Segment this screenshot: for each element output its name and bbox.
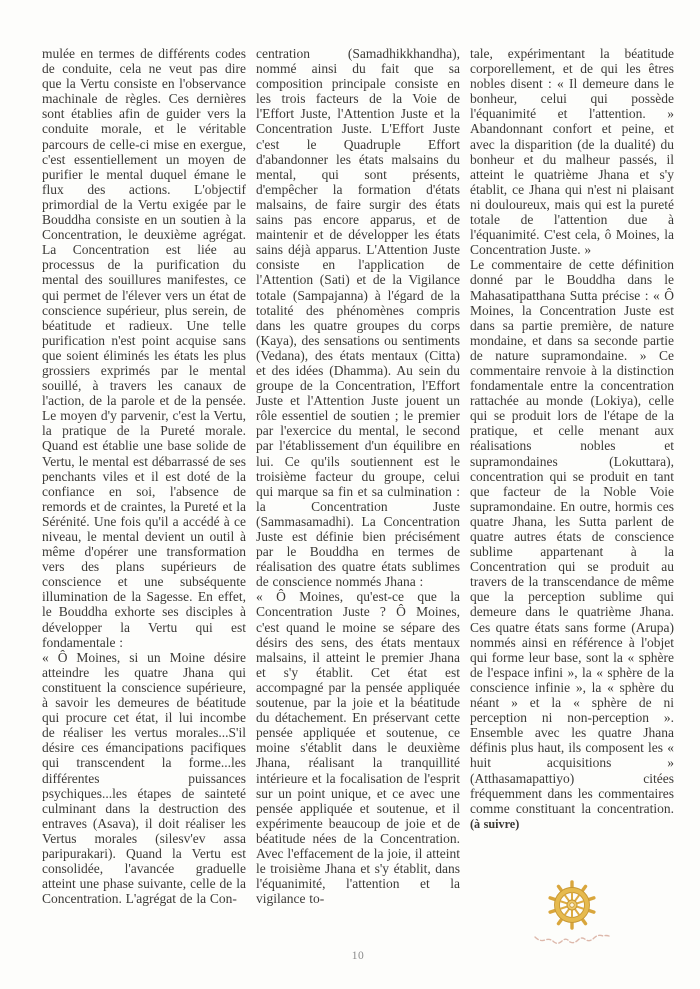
ornament-block [470,878,674,946]
paragraph-col3-1: tale, expérimentant la béatitude corporellement, et de qui les êtres nobles disent : « Il demeure dans le bonheur, celui qui possède l'équanimité et l'attention. » Abandonnant confort et peine, et avec la disparition (de la dualité) du bonheur et du malheur passés, il atteint le quatrième Jhana et s'y établit, ce Jhana qui n'est ni plaisant ni douloureux, mais qui est la pureté totale de l'attention due à l'équanimité. C'est cela, ô Moines, la Concentration Juste. » [470,46,674,258]
text-column-3 [470,46,674,952]
dharma-wheel-icon [545,878,599,932]
continuation-marker: (à suivre) [470,816,520,831]
paragraph-col1-1: mulée en termes de différents codes de conduite, cela ne veut pas dire que la Vertu consiste en l'observance machinale de règles. Ces dernières sont établies afin de guider vers la conduite morale, et le véritable parcours de celle-ci mise en exergue, c'est essentiellement un moyen de purifier le mental duquel émane le flux des actions. L'objectif primordial de la Vertu exigée par le Bouddha consiste en un soutien à la Concentration, le deuxième agrégat. La Concentration est liée au processus de la purification du mental des souillures manifestes, ce qui permet de l'élever vers un état de conscience supérieur, plus serein, de béatitude et radieux. Une telle purification n'est point acquise sans que soient éliminés les états les plus grossiers exprimés par le mental souillé, à travers les canaux de l'action, de la parole et de la pensée. Le moyen d'y parvenir, c'est la Vertu, la pratique de la Pureté morale. Quand est établie une base solide de Vertu, le mental est débarrassé de ses penchants viles et il est doté de la confiance en soi, l'absence de remords et de craintes, la Pureté et la Sérénité. Une fois qu'il a accédé à ce niveau, le mental devient un outil à même d'opérer une transformation vers des plans supérieurs de conscience et une subséquente illumination de la Sagesse. En effet, le Bouddha exhorte ses disciples à développer la Vertu qui est fondamentale : [42,46,246,650]
paragraph-col1-quote: « Ô Moines, si un Moine désire atteindre les quatre Jhana qui constituent la conscience supérieure, à savoir les demeures de béatitude qui procure cet état, il lui incombe de réaliser les vertus morales...S'il désire ces émancipations pacifiques qui transcendent la forme...les différentes puissances psychiques...les étapes de sainteté culminant dans la destruction des entraves (Asava), il doit réaliser les Vertus morales (silesv'ev assa paripurakari). Quand la Vertu est consolidée, l'avancée graduelle atteint une phase suivante, celle de la Concentration. L'agrégat de la Con- [42,649,246,907]
paragraph-col3-2 [470,257,674,832]
script-flourish-icon [533,932,611,946]
text-column-2 [256,46,460,952]
page-number: 10 [351,950,365,962]
paragraph-text: Le commentaire de cette définition donné par le Bouddha dans le Mahasatipatthana Sutta précise : « Ô Moines, la Concentration Juste est dans sa partie première, de nature mondaine, et dans sa seconde partie de nature supramondaine. » Ce commentaire renvoie à la distinction fondamentale entre la concentration rattachée au monde (Lokiya), celle qui se produit lors de l'étape de la pratique, et celle menant aux réalisations nobles et supramondaines (Lokuttara), concentration qui se produit en tant que facteur de la Noble Voie supramondaine. En outre, hormis ces quatre Jhana, les Sutta parlent de quatre autres états de conscience sublime appartenant à la Concentration qui se produit au travers de la transcendance de même que la perception sublime qui demeure dans le quatrième Jhana. Ces quatre états sans forme (Arupa) nommés ainsi en référence à l'objet qui forme leur base, sont la « sphère de l'espace infini », la « sphère de la conscience infinie », la « sphère du néant » et la « sphère de ni perception ni non-perception ». Ensemble avec les quatre Jhana définis plus haut, ils composent les « huit acquisitions » (Atthasamapattiyo) citées fréquemment dans les commentaires comme constituant la concentration. [470,257,674,816]
paragraph-col2-1: centration (Samadhikkhandha), nommé ainsi du fait que sa composition principale consiste en les trois facteurs de la Voie de l'Effort Juste, l'Attention Juste et la Concentration Juste. L'Effort Juste c'est le Quadruple Effort d'abandonner les états malsains du mental, qui sont présents, d'empêcher la formation d'états malsains, de faire surgir des états sains pas encore apparus, et de maintenir et de développer les états sains déjà apparus. L'Attention Juste consiste en l'application de l'Attention (Sati) et de la Vigilance totale (Sampajanna) à l'égard de la totalité des phénomènes compris dans les quatre groupes du corps (Kaya), des sensations ou sentiments (Vedana), des états mentaux (Citta) et des idées (Dhamma). Au sein du groupe de la Concentration, l'Effort Juste et l'Attention Juste jouent un rôle essentiel de soutien ; le premier par l'exercice du mental, le second par l'établissement d'un équilibre en lui. Ce qu'ils soutiennent est le troisième facteur du groupe, celui qui marque sa fin et sa culmination : la Concentration Juste (Sammasamadhi). La Concentration Juste est définie bien précisément par le Bouddha en termes de réalisation des quatre états sublimes de conscience nommés Jhana : [256,46,460,590]
paragraph-col2-quote: « Ô Moines, qu'est-ce que la Concentration Juste ? Ô Moines, c'est quand le moine se sépare des désirs des sens, des états mentaux malsains, il atteint le premier Jhana et s'y établit. Cet état est accompagné par la pensée appliquée soutenue, par la joie et la béatitude du détachement. En préservant cette pensée appliquée et soutenue, ce moine s'établit dans le deuxième Jhana, réalisant la tranquillité intérieure et la focalisation de l'esprit sur un point unique, et ce avec une pensée appliquée et soutenue, et il expérimente beaucoup de joie et de béatitude nées de la Concentration. Avec l'effacement de la joie, il atteint le troisième Jhana et s'y établit, dans l'équanimité, l'attention et la vigilance to- [256,589,460,907]
text-column-1 [42,46,246,952]
text-columns [42,46,674,952]
